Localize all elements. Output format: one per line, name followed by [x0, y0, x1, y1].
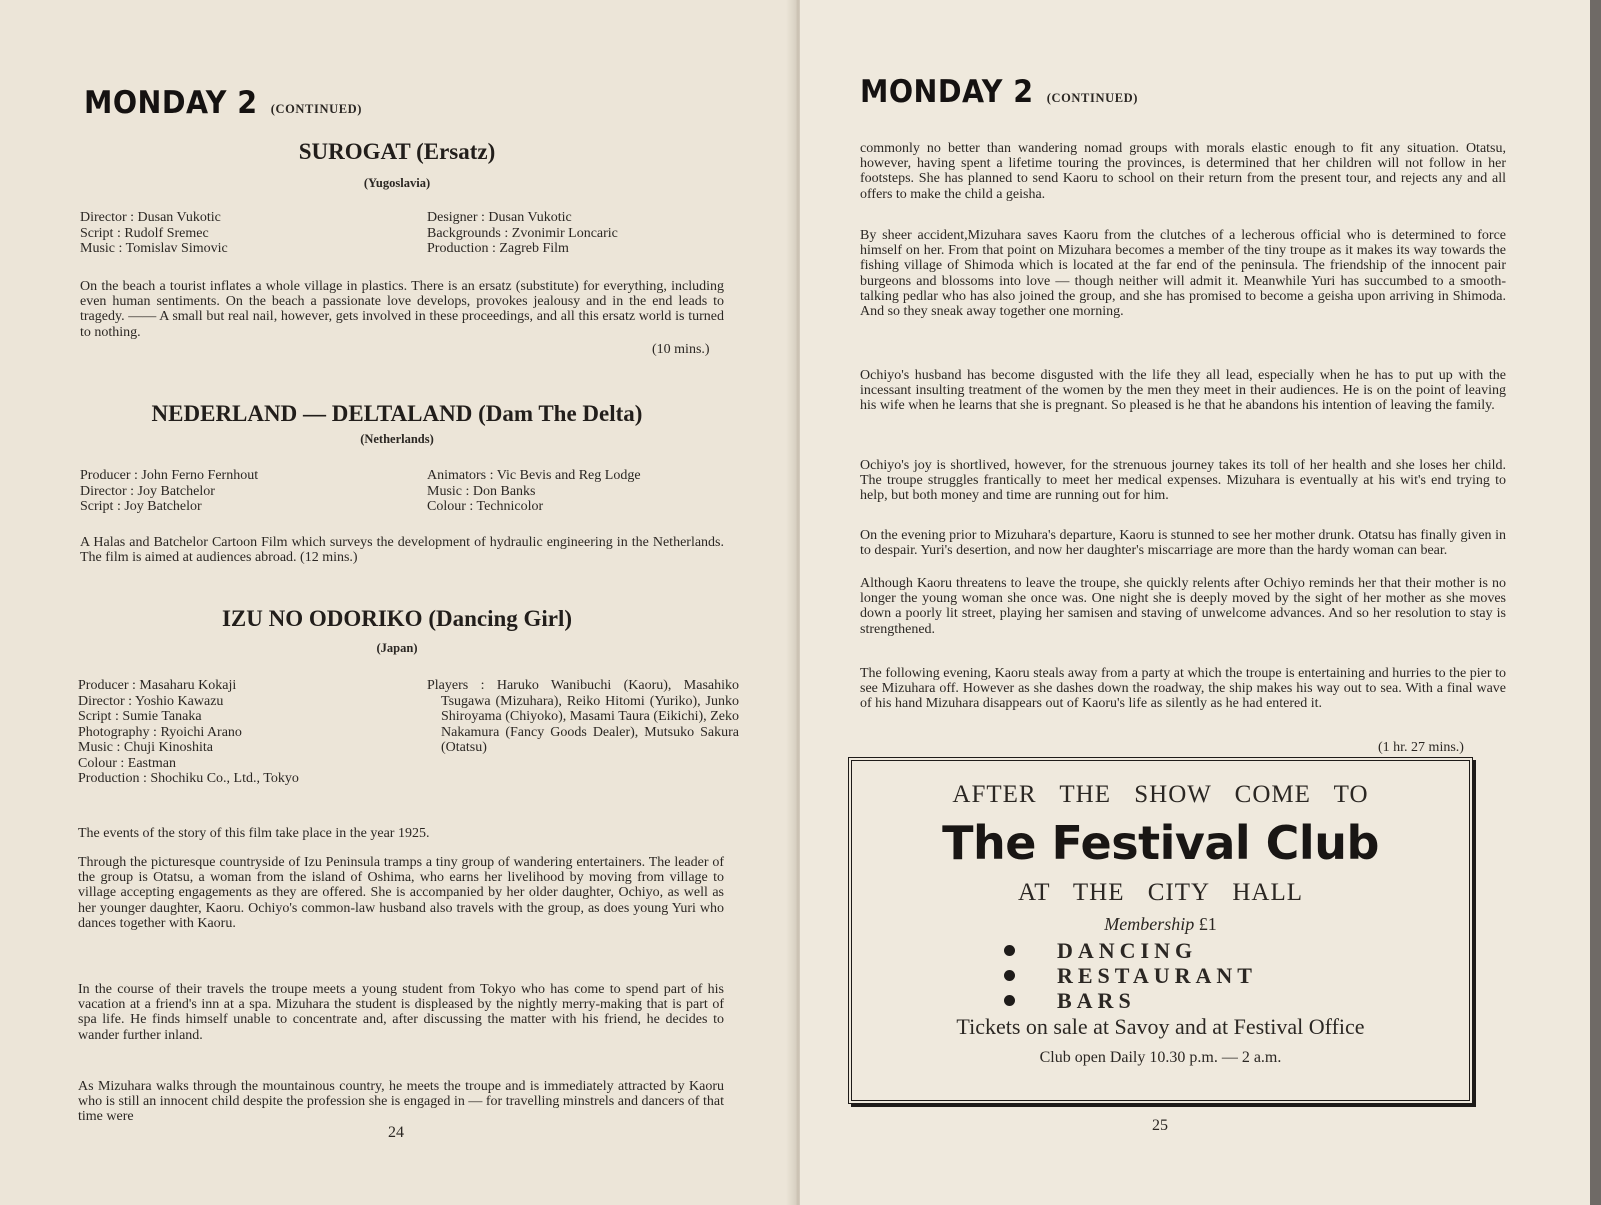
- right-page: [800, 0, 1590, 1205]
- credit-line: Director : Dusan Vukotic: [80, 210, 221, 225]
- izu-paragraph-1: The events of the story of this film take place in the year 1925.: [78, 826, 430, 841]
- advert-feature-dancing: [1004, 938, 1197, 964]
- bullet-icon: [1004, 995, 1015, 1006]
- credit-line: Colour : Technicolor: [427, 499, 544, 514]
- feature-label: BARS: [1057, 988, 1136, 1013]
- film-country-nederland: (Netherlands): [360, 432, 434, 446]
- synopsis-text: A Halas and Batchelor Cartoon Film which surveys the development of hydraulic engineering in the Netherlands. The film is aimed at audiences abroad.: [80, 535, 724, 566]
- runtime-izu: (1 hr. 27 mins.): [1378, 740, 1464, 755]
- left-day-title: MONDAY 2: [84, 85, 258, 121]
- left-continued-label: (CONTINUED): [270, 102, 363, 116]
- credit-line: Animators : Vic Bevis and Reg Lodge: [427, 468, 641, 483]
- credit-line: Photography : Ryoichi Arano: [78, 724, 242, 740]
- left-page: [0, 0, 794, 1205]
- credits-left-surogat: [80, 210, 228, 257]
- feature-label: RESTAURANT: [1057, 963, 1257, 988]
- izu-paragraph-4: As Mizuhara walks through the mountainous country, he meets the troupe and is immediately attracted by Kaoru who is still an innocent child despite the profession she is engaged in — for travelling minstrels and dancers of that time were: [78, 1079, 724, 1125]
- right-paragraph-3: Ochiyo's husband has become disgusted with the life they all lead, especially when he has to put up with the incessant insulting treatment of the women by the men they meet in their audiences. He is on the point of leaving his wife when he learns that she is pregnant. So pleased is he that he abandons his intention of leaving the family.: [860, 368, 1506, 414]
- credits-left-nederland: [80, 468, 258, 515]
- right-paragraph-6: Although Kaoru threatens to leave the troupe, she quickly relents after Ochiyo reminds her that their mother is no longer the young woman she once was. One night she is deeply moved by the sight of her mother as she moves down a poorly lit street, playing her samisen and staving of unwelcome advances. And so her resolution to stay is strengthened.: [860, 576, 1506, 637]
- right-day-heading: [860, 74, 1138, 110]
- credit-line: Producer : John Ferno Fernhout: [80, 468, 259, 483]
- right-paragraph-4: Ochiyo's joy is shortlived, however, for the strenuous journey takes its toll of her health and she loses her child. The troupe struggles frantically to meet her medical expenses. Mizuhara is eventually at his wit's end trying to help, but both money and time are running out for him.: [860, 458, 1506, 504]
- film-country-izu: (Japan): [376, 641, 418, 655]
- advert-feature-restaurant: [1004, 963, 1257, 989]
- credit-line: Designer : Dusan Vukotic: [427, 210, 572, 225]
- film-title-izu: IZU NO ODORIKO (Dancing Girl): [221, 606, 573, 631]
- credit-line: Production : Zagreb Film: [427, 241, 569, 256]
- credits-right-surogat: [427, 210, 618, 257]
- right-paragraph-2: By sheer accident,Mizuhara saves Kaoru from the clutches of a lecherous official who is determined to force himself on her. From that point on Mizuhara becomes a member of the tiny troupe as it makes its way towards the fishing village of Shimoda which is located at the far end of the peninsula. The friendship of the innocent pair burgeons and blossoms into love — though neither will admit it. Meanwhile Yuri has succumbed to a smooth-talking pedlar who has also joined the group, and she has promised to become a geisha upon arriving in Shimoda. And so they sneak away together one morning.: [860, 228, 1506, 320]
- advert-line-3: AT THE CITY HALL: [1017, 879, 1304, 906]
- synopsis-nederland: [80, 535, 724, 565]
- credits-left-izu: [78, 678, 378, 787]
- advert-line-1: AFTER THE SHOW COME TO: [952, 781, 1369, 808]
- film-country-surogat: (Yugoslavia): [363, 176, 431, 190]
- advert-feature-bars: [1004, 988, 1136, 1014]
- credit-line: Director : Yoshio Kawazu: [78, 693, 224, 709]
- credit-line: Music : Don Banks: [427, 483, 536, 499]
- players-izu: [427, 678, 739, 756]
- right-paragraph-7: The following evening, Kaoru steals away from a party at which the troupe is entertaining and hurries to the pier to see Mizuhara off. However as she dashes down the roadway, the ship makes his way out to sea. With a final wave of his hand Mizuhara disappears out of Kaoru's life as silently as he had entered it.: [860, 666, 1506, 712]
- credit-line: Script : Rudolf Sremec: [80, 225, 209, 241]
- credit-line: Colour : Eastman: [78, 755, 176, 771]
- membership-label: Membership: [1104, 914, 1195, 934]
- synopsis-surogat: [80, 279, 724, 340]
- page-number-right: 25: [1152, 1117, 1168, 1134]
- advert-membership: [852, 914, 1469, 935]
- credit-line: Music : Chuji Kinoshita: [78, 740, 213, 755]
- right-paragraph-1: commonly no better than wandering nomad groups with morals elastic enough to fit any situation. Otatsu, however, having spent a lifetime touring the provinces, is determined that her children will not follow in her footsteps. She has planned to send Kaoru to school on their return from the present tour, and rejects any and all offers to make the child a geisha.: [860, 141, 1506, 202]
- right-day-title: MONDAY 2: [860, 74, 1034, 110]
- runtime-surogat: (10 mins.): [652, 342, 710, 357]
- advert-tickets: Tickets on sale at Savoy and at Festival Office: [956, 1014, 1365, 1039]
- right-paragraph-5: On the evening prior to Mizuhara's departure, Kaoru is stunned to see her mother drunk. Otatsu has finally given in to despair. Yuri's desertion, and now her daughter's miscarriage are more than the hardy woman can bear.: [860, 528, 1506, 559]
- page-edge: [1590, 0, 1601, 1205]
- film-title-nederland: NEDERLAND — DELTALAND (Dam The Delta): [151, 401, 643, 426]
- right-continued-label: (CONTINUED): [1046, 91, 1139, 105]
- advert-opening-hours: Club open Daily 10.30 p.m. — 2 a.m.: [1039, 1049, 1282, 1066]
- feature-label: DANCING: [1057, 938, 1198, 963]
- membership-price: £1: [1198, 914, 1217, 934]
- festival-club-advert: [848, 757, 1473, 1104]
- advert-club-name: The Festival Club: [942, 816, 1379, 870]
- credit-line: Script : Sumie Tanaka: [78, 709, 202, 724]
- credit-line: Script : Joy Batchelor: [80, 499, 202, 514]
- players-text: Players : Haruko Wanibuchi (Kaoru), Masahiko Tsugawa (Mizuhara), Reiko Hitomi (Yuriko), Junko Shiroyama (Chiyoko), Masami Taura (Eikichi), Zeko Nakamura (Fancy Goods Dealer), Mutsuko Sakura (Otatsu): [427, 678, 739, 755]
- izu-paragraph-3: In the course of their travels the troupe meets a young student from Tokyo who has come to spend part of his vacation at a friend's inn at a spa. Mizuhara the student is displeased by the nightly merry-making that is part of spa life. He finds himself unable to concentrate and, after discussing the matter with his friend, he decides to wander further inland.: [78, 982, 724, 1043]
- credit-line: Music : Tomislav Simovic: [80, 241, 228, 256]
- credit-line: Backgrounds : Zvonimir Loncaric: [427, 225, 618, 241]
- izu-paragraph-2: Through the picturesque countryside of Izu Peninsula tramps a tiny group of wandering entertainers. The leader of the group is Otatsu, a woman from the island of Oshima, who earns her livelihood by moving from village to village accepting engagements as they are offered. She is accompanied by her older daughter, Ochiyo, as well as her younger daughter, Kaoru. Ochiyo's common-law husband also travels with the group, as does young Yuri who dances together with Kaoru.: [78, 855, 724, 931]
- bullet-icon: [1004, 970, 1015, 981]
- film-title-surogat: SUROGAT (Ersatz): [298, 139, 496, 164]
- credits-right-nederland: [427, 468, 641, 515]
- runtime-nederland: (12 mins.): [300, 550, 358, 566]
- left-day-heading: [84, 85, 362, 121]
- credit-line: Production : Shochiku Co., Ltd., Tokyo: [78, 771, 299, 786]
- credit-line: Director : Joy Batchelor: [80, 483, 215, 499]
- synopsis-text: On the beach a tourist inflates a whole village in plastics. There is an ersatz (substitute) for everything, including even human sentiments. On the beach a passionate love develops, provokes jealousy and in the end leads to tragedy. —— A small but real nail, however, gets involved in these proceedings, and all this ersatz world is turned to nothing.: [80, 279, 724, 340]
- bullet-icon: [1004, 945, 1015, 956]
- page-number-left: 24: [388, 1124, 404, 1141]
- credit-line: Producer : Masaharu Kokaji: [78, 678, 237, 693]
